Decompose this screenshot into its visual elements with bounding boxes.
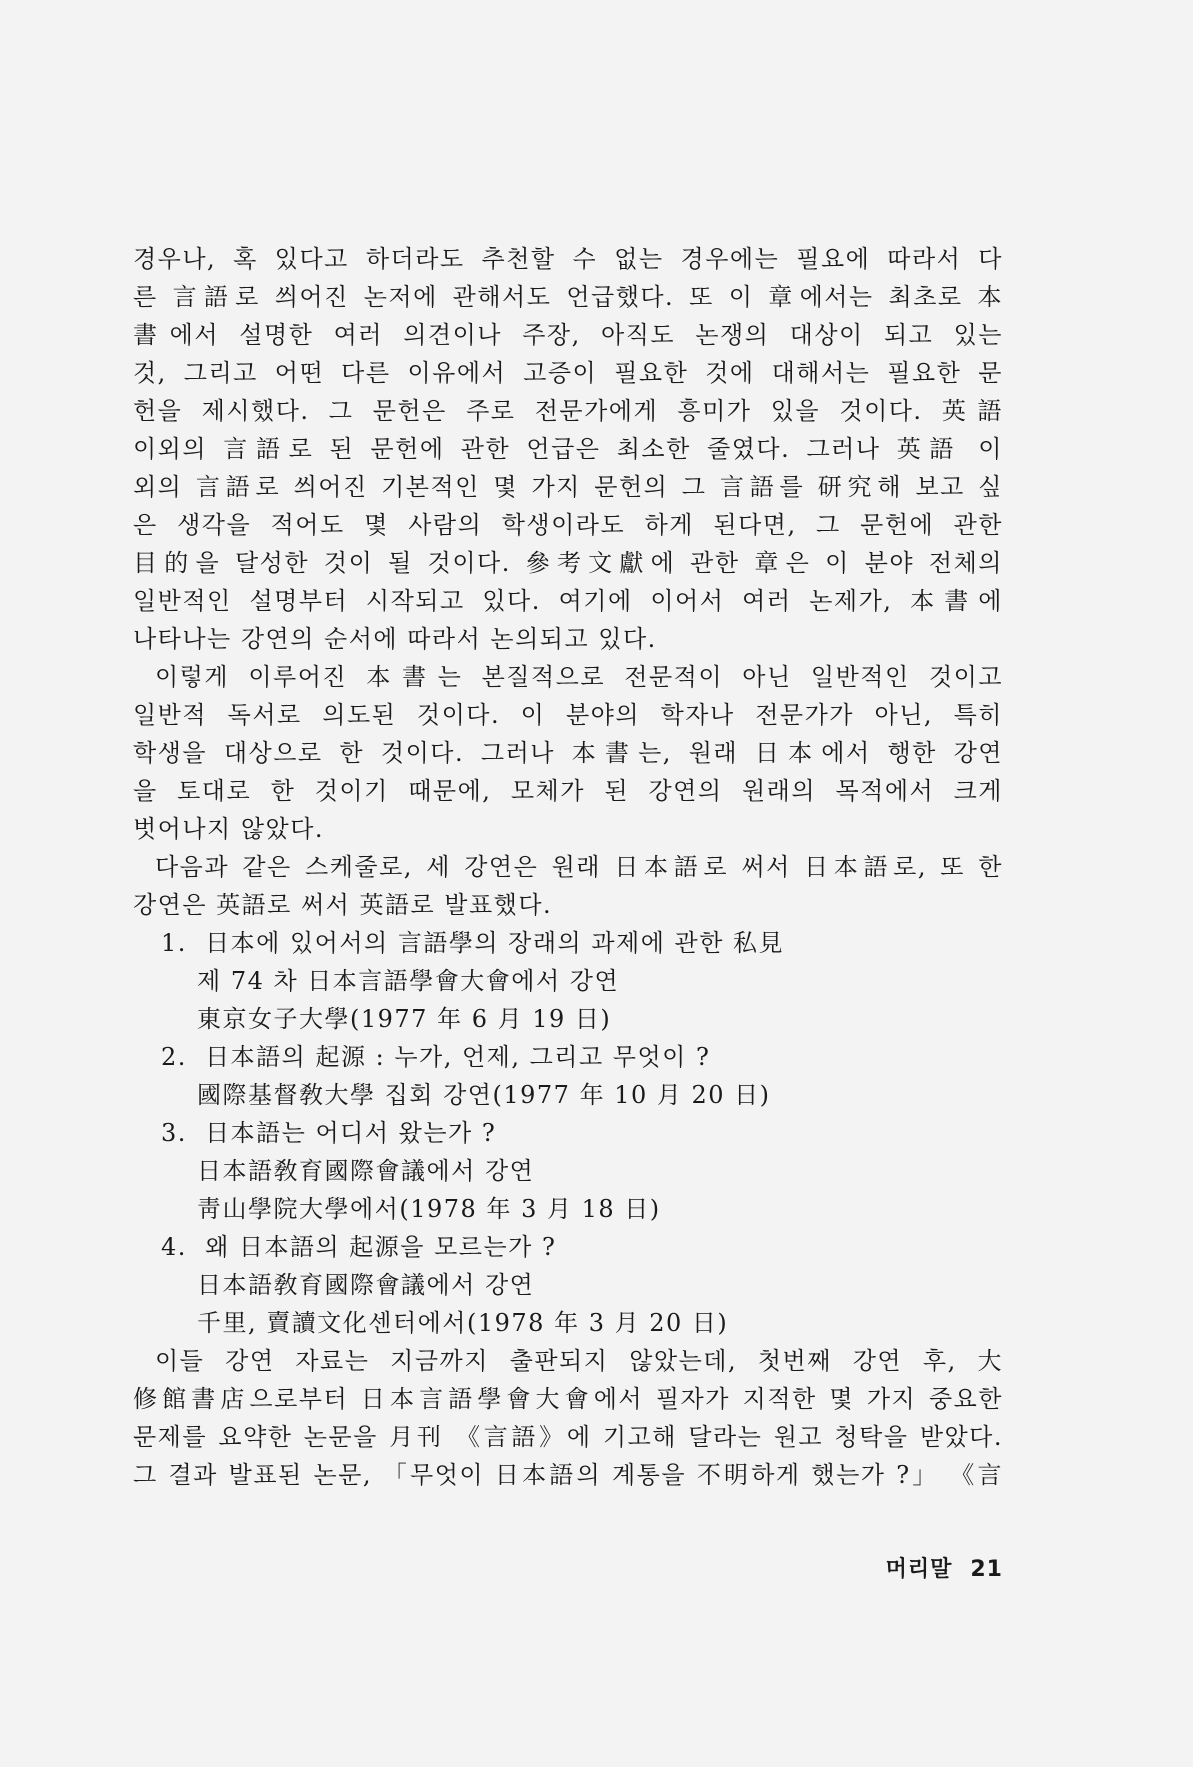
text-line: 이외의 言語로 된 문헌에 관한 언급은 최소한 줄였다. 그러나 英語 이 — [133, 435, 1003, 463]
lecture-title — [133, 924, 1003, 962]
text-line: 일반적 독서로 의도된 것이다. 이 분야의 학자나 전문가가 아닌, 특히 — [133, 701, 1003, 729]
text-line: 그 결과 발표된 논문, 「무엇이 日本語의 계통을 不明하게 했는가 ?」 《言 — [133, 1461, 1003, 1489]
lecture-detail: 日本語敎育國際會議에서 강연 — [197, 1271, 535, 1299]
text-line: 경우나, 혹 있다고 하더라도 추천할 수 없는 경우에는 필요에 따라서 다 — [133, 245, 1003, 273]
lecture-detail: 東京女子大學(1977 年 6 月 19 日) — [197, 1005, 612, 1033]
lecture-title-text: 日本語의 起源 : 누가, 언제, 그리고 무엇이 ? — [205, 1043, 711, 1071]
lecture-number: 3. — [161, 1119, 187, 1147]
lecture-item-3 — [133, 1114, 1003, 1228]
text-line: 일반적인 설명부터 시작되고 있다. 여기에 이어서 여러 논제가, 本書에 — [133, 587, 1003, 615]
lecture-detail: 제 74 차 日本言語學會大會에서 강연 — [197, 967, 620, 995]
text-line: 을 토대로 한 것이기 때문에, 모체가 된 강연의 원래의 목적에서 크게 — [133, 777, 1003, 805]
lecture-item-2 — [133, 1038, 1003, 1114]
paragraph-4 — [133, 1342, 1003, 1494]
lecture-number: 4. — [161, 1233, 187, 1261]
lecture-number: 1. — [161, 929, 187, 957]
lecture-title-text: 왜 日本語의 起源을 모르는가 ? — [205, 1233, 557, 1261]
paragraph-3 — [133, 848, 1003, 924]
text-line: 은 생각을 적어도 몇 사람의 학생이라도 하게 된다면, 그 문헌에 관한 — [133, 511, 1003, 539]
text-line: 것, 그리고 어떤 다른 이유에서 고증이 필요한 것에 대해서는 필요한 문 — [133, 359, 1003, 387]
running-head: 머리말 — [885, 1557, 953, 1582]
lecture-title — [133, 1038, 1003, 1076]
text-line: 학생을 대상으로 한 것이다. 그러나 本書는, 원래 日本에서 행한 강연 — [133, 739, 1003, 767]
lecture-title — [133, 1114, 1003, 1152]
text-line: 헌을 제시했다. 그 문헌은 주로 전문가에게 흥미가 있을 것이다. 英語 — [133, 397, 1003, 425]
text-line: 다음과 같은 스케줄로, 세 강연은 원래 日本語로 써서 日本語로, 또 한 — [155, 853, 1003, 881]
lecture-detail: 日本語敎育國際會議에서 강연 — [197, 1157, 535, 1185]
text-line: 외의 言語로 씌어진 기본적인 몇 가지 문헌의 그 言語를 研究해 보고 싶 — [133, 473, 1003, 501]
page-footer — [886, 1552, 1003, 1583]
text-line: 벗어나지 않았다. — [133, 815, 325, 843]
text-line: 目的을 달성한 것이 될 것이다. 參考文獻에 관한 章은 이 분야 전체의 — [133, 549, 1003, 577]
text-line: 書에서 설명한 여러 의견이나 주장, 아직도 논쟁의 대상이 되고 있는 — [133, 321, 1003, 349]
lecture-item-4 — [133, 1228, 1003, 1342]
text-line: 문제를 요약한 논문을 月刊 《言語》에 기고해 달라는 원고 청탁을 받았다. — [133, 1423, 1003, 1451]
text-line: 른 言語로 씌어진 논저에 관해서도 언급했다. 또 이 章에서는 최초로 本 — [133, 283, 1003, 311]
body-text — [133, 240, 1003, 1494]
lecture-number: 2. — [161, 1043, 187, 1071]
lecture-item-1 — [133, 924, 1003, 1038]
paragraph-1 — [133, 240, 1003, 658]
text-line: 나타나는 강연의 순서에 따라서 논의되고 있다. — [133, 625, 657, 653]
text-line: 이들 강연 자료는 지금까지 출판되지 않았는데, 첫번째 강연 후, 大 — [155, 1347, 1003, 1375]
lecture-detail: 靑山學院大學에서(1978 年 3 月 18 日) — [197, 1195, 661, 1223]
text-line: 이렇게 이루어진 本書는 본질적으로 전문적이 아닌 일반적인 것이고 — [155, 663, 1003, 691]
text-line: 강연은 英語로 써서 英語로 발표했다. — [133, 891, 553, 919]
paragraph-2 — [133, 658, 1003, 848]
lecture-list — [133, 924, 1003, 1342]
page-number: 21 — [970, 1557, 1003, 1582]
lecture-detail: 國際基督敎大學 집회 강연(1977 年 10 月 20 日) — [197, 1081, 771, 1109]
lecture-title-text: 日本에 있어서의 言語學의 장래의 과제에 관한 私見 — [205, 929, 785, 957]
lecture-detail: 千里, 賣讀文化센터에서(1978 年 3 月 20 日) — [197, 1309, 729, 1337]
lecture-title — [133, 1228, 1003, 1266]
text-line: 修館書店으로부터 日本言語學會大會에서 필자가 지적한 몇 가지 중요한 — [133, 1385, 1003, 1413]
lecture-title-text: 日本語는 어디서 왔는가 ? — [205, 1119, 497, 1147]
